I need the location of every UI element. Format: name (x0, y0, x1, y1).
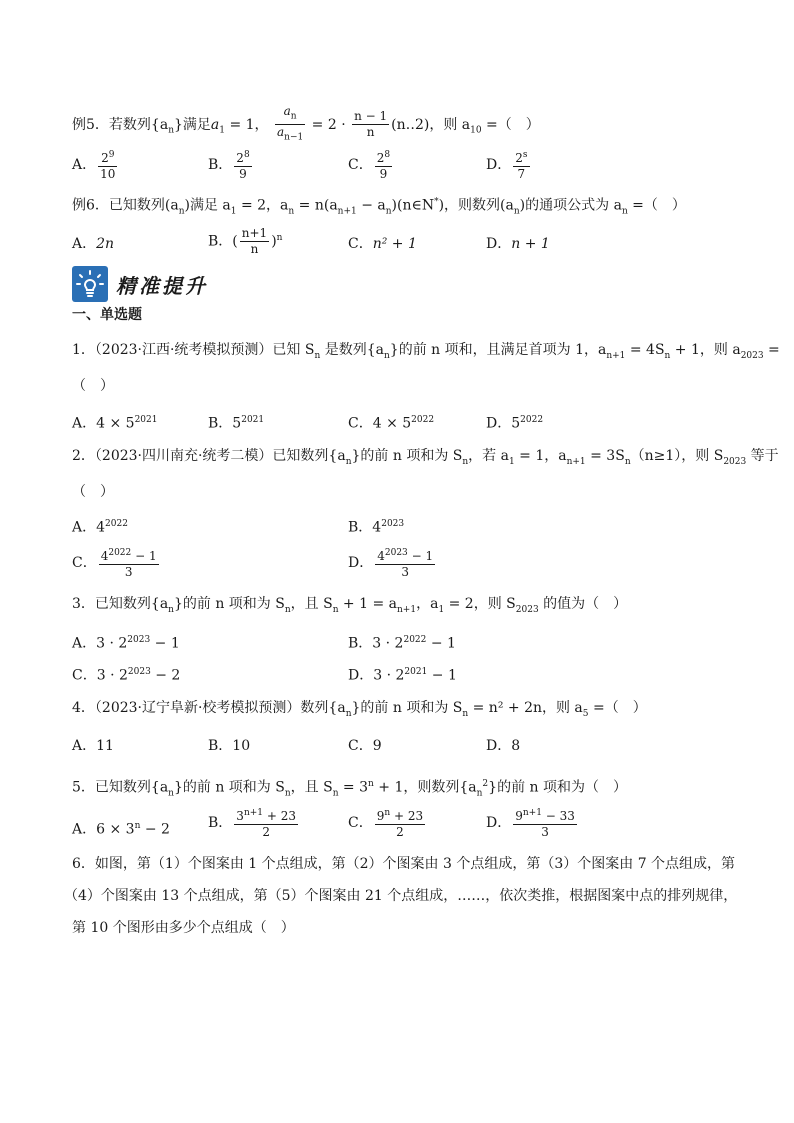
q6-question-line-2: （4）个图案由 13 个点组成，第（5）个图案由 21 个点组成，……，依次类推，根据图案中点的排列规律， (64, 888, 738, 904)
ex5-option-c[interactable]: C． $\frac{2^8}{9}$ (348, 150, 391, 181)
section-single-choice: 一、单选题 (72, 307, 142, 323)
q2-question: 2．（2023·四川南充·统考二模）已知数列$\{a_n\}$的前 n 项和为 $S_n$，若 $a_1 = 1$，$a_{n+1} = 3S_n(n\ge 1)$，则 $S_{2023}$ 等于 (72, 448, 779, 467)
ex6-option-b[interactable]: B．( $\frac{n+1}{n}$ )$^n$ (208, 226, 283, 256)
ex6-option-a[interactable]: A．2n (72, 236, 115, 252)
q5-option-a[interactable]: A．$6 \times 3^n - 2$ (72, 821, 170, 838)
q2-option-b[interactable]: B．$4^{2023}$ (348, 519, 405, 536)
ex6-option-c[interactable]: C．n² + 1 (348, 236, 417, 252)
lightbulb-icon (72, 266, 108, 302)
q3-option-b[interactable]: B．$3 \cdot 2^{2022} - 1$ (348, 635, 456, 652)
q4-option-b[interactable]: B．10 (208, 738, 251, 754)
q1-option-b[interactable]: B．$5^{2021}$ (208, 415, 265, 432)
heading-title: 精准提升 (116, 273, 208, 298)
ex5-option-d[interactable]: D． $\frac{2^s}{7}$ (486, 150, 528, 181)
q6-question-line-3: 第 10 个图形由多少个点组成（ ） (72, 920, 295, 936)
q1-option-c[interactable]: C．$4 \times 5^{2022}$ (348, 415, 435, 432)
q2-option-c[interactable]: C． $\frac{4^{2022} - 1}{3}$ (72, 548, 157, 579)
example-5-question: 例5．若数列$\{a_n\}$满足$a_1 = 1$， $\frac{a_n}{a_{n-1}}$ = 2 · $\frac{n - 1}{n}$ (n‥2)，则 $a_{10}$ =（ ） (72, 104, 540, 146)
q4-option-d[interactable]: D．8 (486, 738, 521, 754)
q3-option-a[interactable]: A．$3 \cdot 2^{2023} - 1$ (72, 635, 180, 652)
q2-option-a[interactable]: A．$4^{2022}$ (72, 519, 128, 536)
q1-option-a[interactable]: A．$4 \times 5^{2021}$ (72, 415, 158, 432)
coefficient-fraction: $\frac{n - 1}{n}$ (354, 109, 388, 140)
q5-question: 5．已知数列$\{a_n\}$的前 n 项和为 $S_n$，且 $S_n = 3^n + 1$，则数列$\{a_n^2\}$的前 n 项和为（ ） (72, 779, 627, 799)
section-heading (72, 264, 208, 304)
q2-answer-blank: （ ） (72, 484, 114, 500)
q4-question: 4．（2023·辽宁阜新·校考模拟预测）数列$\{a_n\}$的前 n 项和为 $S_n = n^2 + 2n$，则 $a_5$ =（ ） (72, 700, 647, 719)
ex6-option-d[interactable]: D．n + 1 (486, 236, 550, 252)
ex5-option-b[interactable]: B． $\frac{2^8}{9}$ (208, 150, 250, 181)
q4-option-c[interactable]: C．9 (348, 738, 382, 754)
q4-option-a[interactable]: A．11 (72, 738, 114, 754)
q1-question: 1．（2023·江西·统考模拟预测）已知 $S_n$ 是数列$\{a_n\}$的前 n 项和，且满足首项为 1，$a_{n+1} = 4S_n + 1$，则 $a_{2023}$ = (72, 342, 780, 361)
q5-option-c[interactable]: C． $\frac{9^n + 23}{2}$ (348, 808, 424, 839)
q3-option-d[interactable]: D．$3 \cdot 2^{2021} - 1$ (348, 667, 457, 684)
q1-answer-blank: （ ） (72, 378, 114, 394)
q2-option-d[interactable]: D． $\frac{4^{2023} - 1}{3}$ (348, 548, 434, 579)
example-6-question: 例6．已知数列$(a_n)$满足 $a_1 = 2$，$a_n = n(a_{n+1}$ − $a_n)(n\in N^*)$，则数列$(a_n)$的通项公式为 $a_n$ =（ ） (72, 197, 686, 217)
q6-question-line-1: 6．如图，第（1）个图案由 1 个点组成，第（2）个图案由 3 个点组成，第（3）个图案由 7 个点组成，第 (72, 856, 736, 872)
q1-option-d[interactable]: D．$5^{2022}$ (486, 415, 544, 432)
q3-option-c[interactable]: C．$3 \cdot 2^{2023} - 2$ (72, 667, 181, 684)
ratio-fraction: $\frac{a_n}{a_{n-1}}$ (277, 104, 304, 143)
q5-option-b[interactable]: B． $\frac{3^{n+1} + 23}{2}$ (208, 808, 296, 839)
q3-question: 3．已知数列$\{a_n\}$的前 n 项和为 $S_n$，且 $S_n + 1 = a_{n+1}$，$a_1 = 2$，则 $S_{2023}$ 的值为（ ） (72, 596, 628, 615)
ex5-option-a[interactable]: A． $\frac{2^9}{10}$ (72, 150, 116, 181)
q5-option-d[interactable]: D． $\frac{9^{n+1} - 33}{3}$ (486, 808, 575, 839)
